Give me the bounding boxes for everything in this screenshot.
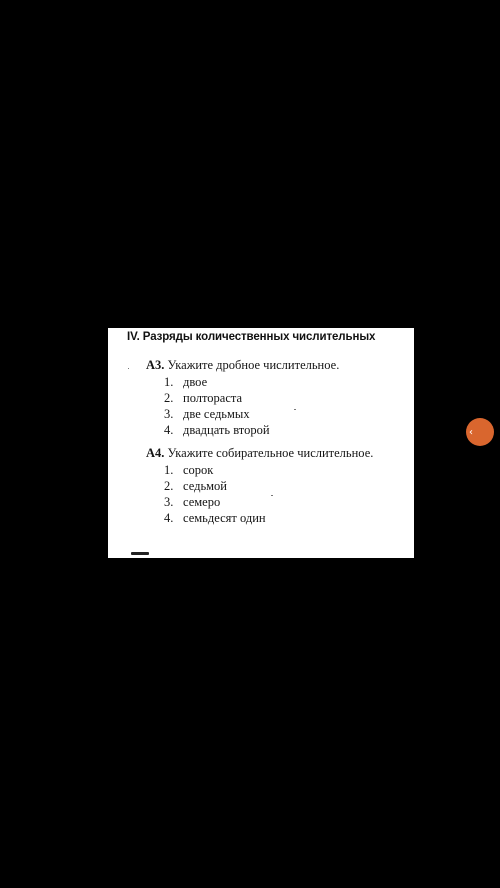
answer-options-a4 (164, 462, 266, 526)
option-number: 3. (164, 407, 174, 421)
answer-option (164, 422, 270, 438)
chevron-glyph: ‹ (469, 426, 473, 438)
scan-speck (128, 368, 129, 369)
question-text: Укажите дробное числительное. (167, 358, 340, 372)
cut-off-text (131, 552, 149, 555)
section-title: IV. Разряды количественных числительных (127, 331, 376, 343)
option-number: 4. (164, 423, 174, 437)
option-text: двадцать второй (183, 423, 270, 437)
answer-options-a3 (164, 374, 270, 438)
answer-option (164, 390, 270, 406)
chevron-left-icon[interactable] (466, 418, 494, 446)
option-number: 4. (164, 511, 174, 525)
option-text: двое (183, 375, 208, 389)
option-text: семеро (183, 495, 221, 509)
option-text: седьмой (183, 479, 227, 493)
answer-option (164, 510, 266, 526)
option-number: 3. (164, 495, 174, 509)
option-number: 2. (164, 479, 174, 493)
option-text: сорок (183, 463, 214, 477)
question-text: Укажите собирательное числительное. (167, 446, 374, 460)
answer-option (164, 494, 266, 510)
scan-speck (271, 495, 273, 496)
question-a4 (146, 446, 373, 461)
option-number: 1. (164, 375, 174, 389)
answer-option (164, 374, 270, 390)
option-number: 2. (164, 391, 174, 405)
option-text: полтораста (183, 391, 243, 405)
question-number: А4. (146, 446, 165, 460)
question-number: А3. (146, 358, 165, 372)
scan-speck (294, 409, 296, 410)
question-a3 (146, 358, 339, 373)
option-number: 1. (164, 463, 174, 477)
option-text: семьдесят один (183, 511, 266, 525)
answer-option (164, 462, 266, 478)
option-text: две седьмых (183, 407, 250, 421)
answer-option (164, 478, 266, 494)
answer-option (164, 406, 270, 422)
document-page (108, 328, 414, 558)
